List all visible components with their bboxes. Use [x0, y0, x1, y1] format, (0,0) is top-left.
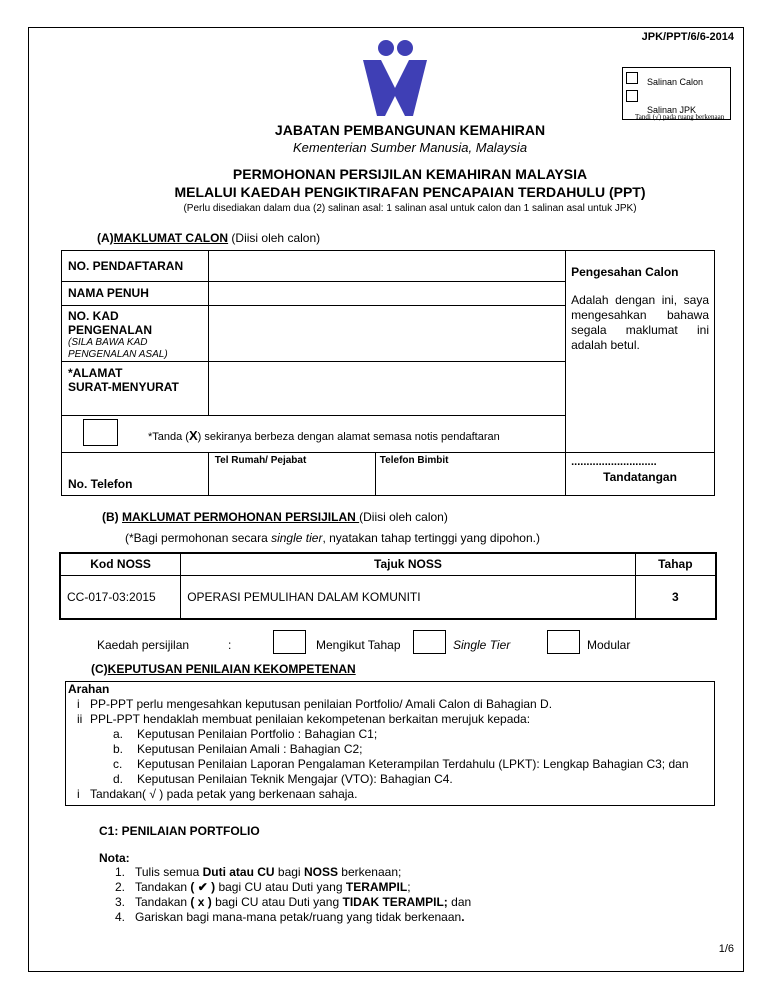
form-title-line1: PERMOHONAN PERSIJILAN KEMAHIRAN MALAYSIA: [232, 166, 588, 182]
label-salinan-calon: Salinan Calon: [647, 77, 704, 87]
col-tahap: Tahap: [635, 553, 716, 575]
cell-tahap: 3: [635, 575, 716, 619]
c1-nota: Nota:: [99, 851, 130, 865]
note-4: 4. Gariskan bagi mana-mana petak/ruang yang tidak berkenaan.: [115, 910, 465, 924]
checkbox-modular[interactable]: [547, 630, 580, 654]
label-reg-no: NO. PENDAFTARAN: [68, 259, 184, 273]
note-1: 1. Tulis semua Duti atau CU bagi NOSS berkenaan;: [115, 865, 402, 879]
ic-note-1: (SILA BAWA KAD: [68, 337, 148, 348]
method-colon: :: [228, 638, 232, 652]
instructions-title: Arahan: [68, 682, 110, 696]
label-mengikut-tahap: Mengikut Tahap: [316, 638, 401, 652]
label-address-1: *ALAMAT: [68, 366, 123, 380]
label-ic-1: NO. KAD: [68, 309, 119, 323]
page-number: 1/6: [718, 943, 734, 955]
col-tajuk-noss: Tajuk NOSS: [181, 553, 635, 575]
note-2: 2. Tandakan ( ✔ ) bagi CU atau Duti yang TERAMPIL;: [115, 880, 411, 894]
candidate-info-table: [61, 250, 715, 496]
section-c-heading: (C)KEPUTUSAN PENILAIAN KEKOMPETENAN: [91, 662, 356, 676]
jpk-logo: [357, 38, 433, 118]
noss-table: [59, 552, 717, 620]
checkbox-salinan-jpk[interactable]: [626, 90, 638, 102]
address-diff-row: [62, 416, 566, 453]
copy-hint: Tandi (√) pada ruang berkenaan: [635, 113, 725, 121]
instruction-2c: c. Keputusan Penilaian Laporan Pengalaman Keterampilan Terdahulu (LPKT): Lengkap Bahagian C3; dan: [113, 757, 689, 771]
mobile-phone-field[interactable]: [376, 453, 565, 495]
cell-kod-noss: CC-017-03:2015: [60, 575, 181, 619]
form-title-line2: MELALUI KAEDAH PENGIKTIRAFAN PENCAPAIAN TERDAHULU (PPT): [174, 184, 646, 200]
note-3: 3. Tandakan ( x ) bagi CU atau Duti yang TIDAK TERAMPIL; dan: [115, 895, 472, 909]
home-phone-field[interactable]: [209, 453, 376, 495]
instruction-2: ii PPL-PPT hendaklah membuat penilaian kekompetenan berkaitan merujuk kepada:: [77, 712, 531, 726]
label-modular: Modular: [587, 638, 631, 652]
signature-cell[interactable]: [566, 453, 715, 496]
reg-no-field[interactable]: [208, 251, 565, 282]
label-method: Kaedah persijilan: [97, 638, 190, 652]
ministry-name: Kementerian Sumber Manusia, Malaysia: [292, 140, 528, 155]
signature-label: Tandatangan: [603, 470, 677, 484]
section-a-heading: (A)MAKLUMAT CALON (Diisi oleh calon): [97, 231, 321, 245]
logo-dot-right: [397, 40, 413, 56]
instruction-1: i PP-PPT perlu mengesahkan keputusan penilaian Portfolio/ Amali Calon di Bahagian D.: [77, 697, 553, 711]
section-b-subnote: (*Bagi permohonan secara single tier, nyatakan tahap tertinggi yang dipohon.): [125, 531, 540, 545]
address-diff-note: *Tanda (X) sekiranya berbeza dengan alamat semasa notis pendaftaran: [148, 428, 500, 443]
ic-note-2: PENGENALAN ASAL): [68, 349, 168, 360]
label-full-name: NAMA PENUH: [68, 286, 149, 300]
label-home-phone: Tel Rumah/ Pejabat: [214, 455, 307, 466]
full-name-field[interactable]: [208, 282, 565, 306]
label-phone: No. Telefon: [68, 477, 133, 491]
address-field[interactable]: [208, 362, 565, 416]
section-b-heading: (B) MAKLUMAT PERMOHONAN PERSIJILAN (Diisi oleh calon): [102, 510, 448, 524]
checkbox-single-tier[interactable]: [413, 630, 446, 654]
checkbox-salinan-calon[interactable]: [626, 72, 638, 84]
checkbox-mengikut-tahap[interactable]: [273, 630, 306, 654]
col-kod-noss: Kod NOSS: [60, 553, 181, 575]
label-single-tier: Single Tier: [453, 638, 511, 652]
c1-heading: C1: PENILAIAN PORTFOLIO: [99, 824, 260, 838]
logo-m-shape: [363, 60, 427, 116]
department-name: JABATAN PEMBANGUNAN KEMAHIRAN: [274, 122, 546, 138]
label-address-2: SURAT-MENYURAT: [68, 380, 179, 394]
reference-code: JPK/PPT/6/6-2014: [641, 31, 734, 43]
confirmation-cell: [566, 251, 715, 453]
form-subtitle: (Perlu disediakan dalam dua (2) salinan asal: 1 salinan asal untuk calon dan 1 salinan asal untuk JPK): [183, 203, 637, 214]
signature-dots: ............................: [571, 456, 657, 468]
instruction-2b: b. Keputusan Penilaian Amali : Bahagian C2;: [113, 742, 363, 756]
instruction-3: i Tandakan( √ ) pada petak yang berkenaan sahaja.: [77, 787, 358, 801]
cell-tajuk-noss: OPERASI PEMULIHAN DALAM KOMUNITI: [181, 575, 635, 619]
instructions-box: [65, 681, 715, 806]
logo-dot-left: [378, 40, 394, 56]
instruction-2d: d. Keputusan Penilaian Teknik Mengajar (VTO): Bahagian C4.: [113, 772, 453, 786]
label-mobile: Telefon Bimbit: [379, 455, 449, 466]
instruction-2a: a. Keputusan Penilaian Portfolio : Bahagian C1;: [113, 727, 378, 741]
confirm-title: Pengesahan Calon: [571, 265, 679, 279]
label-salinan-jpk: Salinan JPK: [647, 105, 697, 115]
phone-fields: [208, 453, 565, 496]
ic-number-field[interactable]: [208, 306, 565, 362]
c1-notes: [115, 865, 471, 925]
confirm-text: Adalah dengan ini, saya mengesahkan bahawa segala maklumat ini adalah betul.: [571, 293, 709, 352]
address-diff-checkbox[interactable]: [83, 419, 118, 446]
label-ic-2: PENGENALAN: [68, 323, 153, 337]
